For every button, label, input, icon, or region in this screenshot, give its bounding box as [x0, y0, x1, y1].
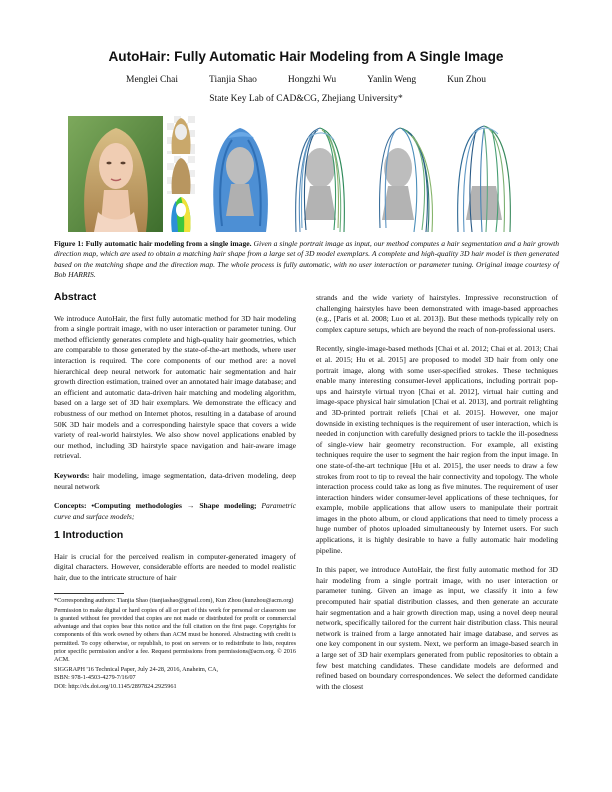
body-paragraph: In this paper, we introduce AutoHair, the first fully automatic method for 3D hair modeling from a single portrait image, with no user interaction or parameter tuning. Given an image as input, we classify it into a few precomputed hair spatial distribution classes, and then generate an accurate hair segmentation and a hair growth direction map, using a novel deep neural network, specifically tailored for the current hair distribution class. This neural network is trained from a large annotated hair image database, and serves as one key component in our system. Next, we perform an image-based search in a large set of 3D hair exemplars generated from public repositories to obtain a few best matching candidates. These candidate models are deformed and refined based on boundary correspondences. We select the deformed candidate with the closest — [316, 565, 558, 691]
introduction-heading: 1 Introduction — [54, 530, 124, 542]
footnote — [54, 597, 296, 691]
author-name: Hongzhi Wu — [287, 75, 337, 85]
right-column — [316, 293, 558, 701]
direction-map-image — [167, 196, 195, 232]
footnote-venue: SIGGRAPH '16 Technical Paper, July 24-28, 2016, Anaheim, CA, — [54, 666, 219, 674]
hair-segmentation-image — [167, 116, 195, 154]
figure-caption — [54, 239, 559, 281]
author-name: Menglei Chai — [126, 75, 178, 85]
footnote-permission: Permission to make digital or hard copies of all or part of this work for personal or classroom use is granted without fee provided that copies are not made or distributed for profit or commercial advantage and that copies bear this notice and the full citation on the first page. Copyrights for components of this work owned by others than ACM must be honored. Abstracting with credit is permitted. To copy otherwise, or republish, to post on servers or to redistribute to lists, requires prior specific permission and/or a fee. Request permissions from permissions@acm.org. © 2016 ACM. — [54, 606, 296, 664]
hair-mask-image — [167, 156, 195, 194]
concepts — [54, 501, 296, 522]
hair-strands-render-side — [364, 116, 440, 232]
concepts-italic: Parametric curve and surface models; — [54, 501, 296, 521]
figure-label: Figure 1: — [54, 239, 84, 248]
concepts-label: Concepts: — [54, 501, 87, 511]
hair-strands-render-back — [446, 116, 522, 232]
body-paragraph: Recently, single-image-based methods [Chai et al. 2012; Chai et al. 2013; Chai et al. 2015; Hu et al. 2015] are proposed to model 3D hair from only one portrait image, along with some user-specified strokes. These techniques enable many interesting consumer-level applications, including portrait pop-ups and hairstyle virtual tryon [Chai et al. 2012], virtual hair cutting and image-space physical hair simulation [Chai et al. 2013], and portrait relighting and 3D-printed portrait reliefs [Chai et al. 2015]. However, one major downside in existing techniques is the requirement of user interaction, which is needed in conjunction with carefully designed priors to tackle the ill-posedness of single-view hair geometry reconstruction. For example, all existing techniques require the user to segment the hair region from the input image. In one state-of-the-art technique [Hu et al. 2015], the user needs to draw a few strokes from root to tip to reveal the hair connectivity and topology. The whole interaction process could take as long as five minutes. The requirement of user interaction hinders wider consumer-level applications of these techniques, for example, mobile applications that allow users to manipulate their portrait images in the photo album, or cloud applications that need to timely process a huge number of photos uploaded simultaneously by Internet users. For such applications, it is highly desirable to have a fully automatic hair modeling pipeline. — [316, 344, 558, 555]
author-name: Kun Zhou — [447, 75, 486, 85]
body-paragraph: strands and the wide variety of hairstyles. Impressive reconstruction of challenging hairstyles have been demonstrated with image-based approaches (e.g., [Paris et al. 2008; Luo et al. 2013]). But these methods typically rely on complex capture setups, which are beyond the reach of non-professional users. — [316, 293, 558, 334]
teaser-figure — [68, 116, 544, 232]
left-column — [54, 293, 296, 691]
abstract-heading: Abstract — [54, 292, 97, 303]
footnote-isbn: ISBN: 978-1-4503-4279-7/16/07 — [54, 674, 136, 682]
footnote-doi[interactable]: DOI: http://dx.doi.org/10.1145/2897824.2925961 — [54, 682, 177, 690]
author-name: Tianjia Shao — [208, 75, 257, 85]
figure-caption-title: Fully automatic hair modeling from a single image. — [85, 239, 252, 248]
hair-strands-render-front — [282, 116, 358, 232]
input-portrait-photo — [68, 116, 163, 232]
concepts-bold: •Computing methodologies → Shape modeling; — [91, 501, 257, 511]
matched-hair-shape-render — [202, 116, 278, 232]
author-list — [126, 75, 486, 85]
introduction-text: Hair is crucial for the perceived realism in computer-generated imagery of digital characters. However, considerable efforts are needed to model realistic hair, due to the intricate structure of hair — [54, 551, 296, 583]
abstract-text: We introduce AutoHair, the first fully automatic method for 3D hair modeling from a single portrait image, with no user interaction or parameter tuning. Our method efficiently generates complete and high-quality hair geometries, which are comparable to those generated by the state-of-the-art methods, where user interaction is required. The core components of our method are: a novel hierarchical deep neural network for automatic hair segmentation and hair growth direction estimation, trained over an annotated hair image database; and an efficient and automatic data-driven hair matching and modeling algorithm, based on a large set of 3D hair exemplars. We demonstrate the efficacy and robustness of our method on Internet photos, resulting in a database of around 50K 3D hair models and a corresponding hairstyle space that covers a wide variety of real-world hairstyles. We also show novel applications enabled by our method, including 3D hairstyle space navigation and hair-aware image retrieval. — [54, 313, 296, 461]
footnote-rule — [54, 593, 124, 594]
affiliation: State Key Lab of CAD&CG, Zhejiang University* — [209, 94, 403, 104]
author-name: Yanlin Weng — [367, 75, 417, 85]
keywords-text: hair modeling, image segmentation, data-driven modeling, deep neural network — [54, 470, 296, 491]
keywords-label: Keywords: — [54, 470, 90, 480]
paper-title: AutoHair: Fully Automatic Hair Modeling from A Single Image — [108, 49, 504, 64]
keywords — [54, 471, 296, 492]
figure-caption-text: Given a single portrait image as input, our method computes a hair segmentation and a hair growth direction map, which are used to obtain a matching hair shape from a large set of 3D model exemplars. A complete and high-quality 3D hair model is then generated based on the matching shape and the direction map. The whole process is fully automatic, with no user interaction or parameter tuning. Original image courtesy of Bob HARRIS. — [54, 239, 559, 280]
footnote-corresponding-authors: *Corresponding authors: Tianjia Shao (tianjiashao@gmail.com), Kun Zhou (kunzhou@acm.org) — [54, 596, 294, 604]
